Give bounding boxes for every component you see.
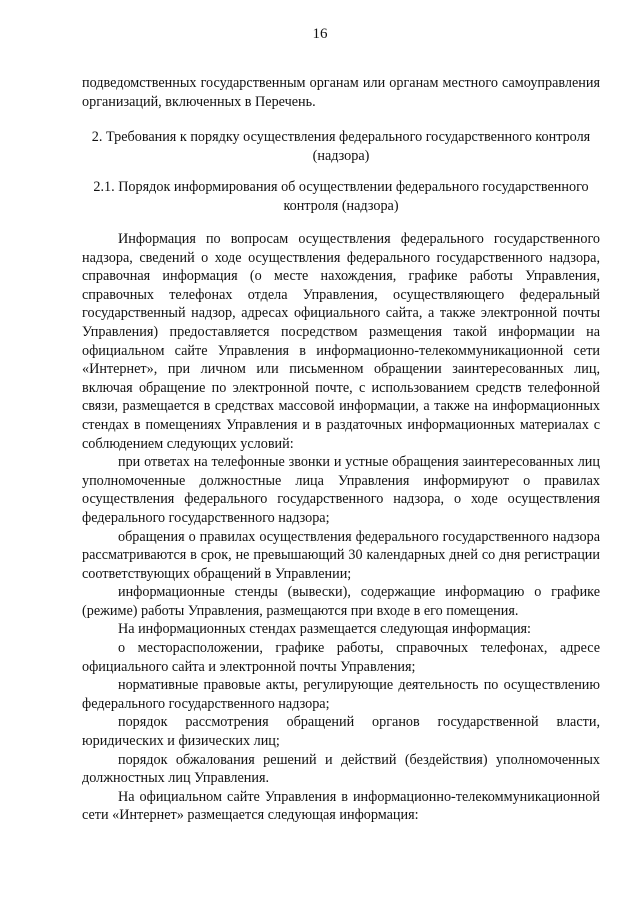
body-paragraph: На информационных стендах размещается следующая информация: xyxy=(118,621,532,638)
body-paragraph: информационные стенды (вывески), содержащие информацию о графике (режиме) работы Управления, размещаются при входе в его помещения. xyxy=(82,584,600,619)
body-paragraph: порядок обжалования решений и действий (бездействия) уполномоченных должностных лиц Управления. xyxy=(82,751,600,787)
body-paragraph: Информация по вопросам осуществления федерального государственного надзора, сведений о ходе осуществления федерального государственного надзора, справочная информация (о месте нахождения, графике работы Управления, справочных телефонах отдела Управления, осуществляющего федеральный государственный надзор, адресах официального сайта, а также электронной почты Управления) предоставляется посредством размещения такой информации на официальном сайте Управления в информационно-телекоммуникационной сети «Интернет», при личном или письменном обращении заинтересованных лиц, включая обращение по электронной почте, с использованием средств телефонной связи, размещается в средствах массовой информации, а также на информационных стендах в помещениях Управления и в раздаточных информационных материалах с соблюдением следующих условий: xyxy=(82,231,600,452)
body-paragraph: при ответах на телефонные звонки и устные обращения заинтересованных лиц уполномоченные должностные лица Управления информируют о правилах осуществления федерального государственного надзора, о ходе осуществления федерального государственного надзора; xyxy=(82,454,600,526)
section-2-heading: 2. Требования к порядку осуществления федерального государственного контроля (надзора) xyxy=(91,129,591,164)
page-number: 16 xyxy=(312,26,328,42)
intro-continuation xyxy=(82,74,600,111)
body-paragraph: о месторасположении, графике работы, справочных телефонах, адресе официального сайта и электронной почты Управления; xyxy=(82,640,600,675)
body-paragraph: порядок рассмотрения обращений органов государственной власти, юридических и физических лиц; xyxy=(82,714,600,750)
body-paragraph: обращения о правилах осуществления федерального государственного надзора рассматриваются в срок, не превышающий 30 календарных дней со дня регистрации соответствующих обращений в Управлении; xyxy=(82,528,600,582)
body-paragraph: На официальном сайте Управления в информационно-телекоммуникационной сети «Интернет» размещается следующая информация: xyxy=(82,788,600,824)
intro-paragraph: подведомственных государственным органам или органам местного самоуправления организаций, включенных в Перечень. xyxy=(82,75,600,110)
section-body xyxy=(82,230,600,825)
body-paragraph: нормативные правовые акты, регулирующие деятельность по осуществлению федерального государственного надзора; xyxy=(82,677,600,712)
section-2-1-heading: 2.1. Порядок информирования об осуществлении федерального государственного контроля (надзора) xyxy=(93,179,589,214)
